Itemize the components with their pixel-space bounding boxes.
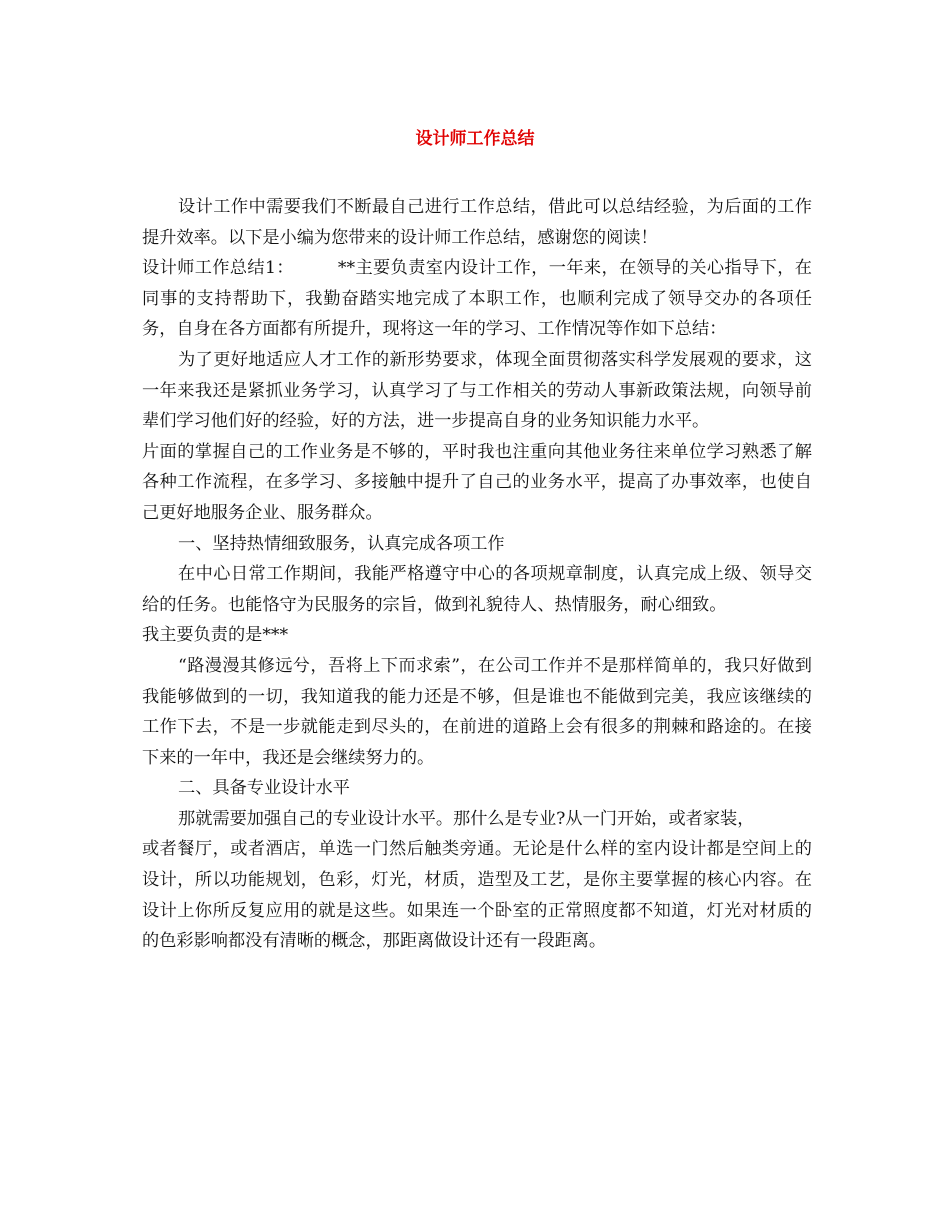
skill-paragraph: 或者餐厅，或者酒店，单选一门然后触类旁通。无论是什么样的室内设计都是空间上的设计，所以功能规划，色彩，灯光，材质，造型及工艺，是你主要掌握的核心内容。在设计上你所反复应用的就是这些。如果连一个卧室的正常照度都不知道，灯光对材质的的色彩影响都没有清晰的概念，那距离做设计还有一段距离。 [142,839,812,952]
summary-label: 设计师工作总结1： [142,258,294,279]
responsibility-line: 我主要负责的是*** [142,625,289,646]
section-heading-2: 二、具备专业设计水平 [178,778,350,799]
process-paragraph: 片面的掌握自己的工作业务是不够的，平时我也注重向其他业务往来单位学习熟悉了解各种工作流程，在多学习、多接触中提升了自己的业务水平，提高了办事效率，也使自己更好地服务企业、服务群众。 [142,441,812,523]
document-title: 设计师工作总结 [415,129,535,149]
summary-paragraph [142,253,812,345]
duty-paragraph: 在中心日常工作期间，我能严格遵守中心的各项规章制度，认真完成上级、领导交给的任务。也能恪守为民服务的宗旨，做到礼貌待人、热情服务，耐心细致。 [142,564,812,615]
section-heading-1: 一、坚持热情细致服务，认真完成各项工作 [178,533,505,554]
quote-paragraph: “路漫漫其修远兮，吾将上下而求索”，在公司工作并不是那样简单的，我只好做到我能够做到的一切，我知道我的能力还是不够，但是谁也不能做到完美，我应该继续的工作下去，不是一步就能走到尽头的，在前进的道路上会有很多的荆棘和路途的。在接下来的一年中，我还是会继续努力的。 [142,655,812,768]
document-body [142,192,812,957]
intro-paragraph: 设计工作中需要我们不断最自己进行工作总结，借此可以总结经验，为后面的工作提升效率。以下是小编为您带来的设计师工作总结，感谢您的阅读！ [142,197,812,248]
study-paragraph: 为了更好地适应人才工作的新形势要求，体现全面贯彻落实科学发展观的要求，这一年来我还是紧抓业务学习，认真学习了与工作相关的劳动人事新政策法规，向领导前辈们学习他们好的经验，好的方法，进一步提高自身的业务知识能力水平。 [142,349,812,432]
summary-text: **主要负责室内设计工作，一年来，在领导的关心指导下，在同事的支持帮助下，我勤奋踏实地完成了本职工作，也顺利完成了领导交办的各项任务，自身在各方面都有所提升，现将这一年的学习、工作情况等作如下总结： [142,258,812,340]
skill-paragraph-first-line: 那就需要加强自己的专业设计水平。那什么是专业?从一门开始，或者家装， [178,808,755,829]
